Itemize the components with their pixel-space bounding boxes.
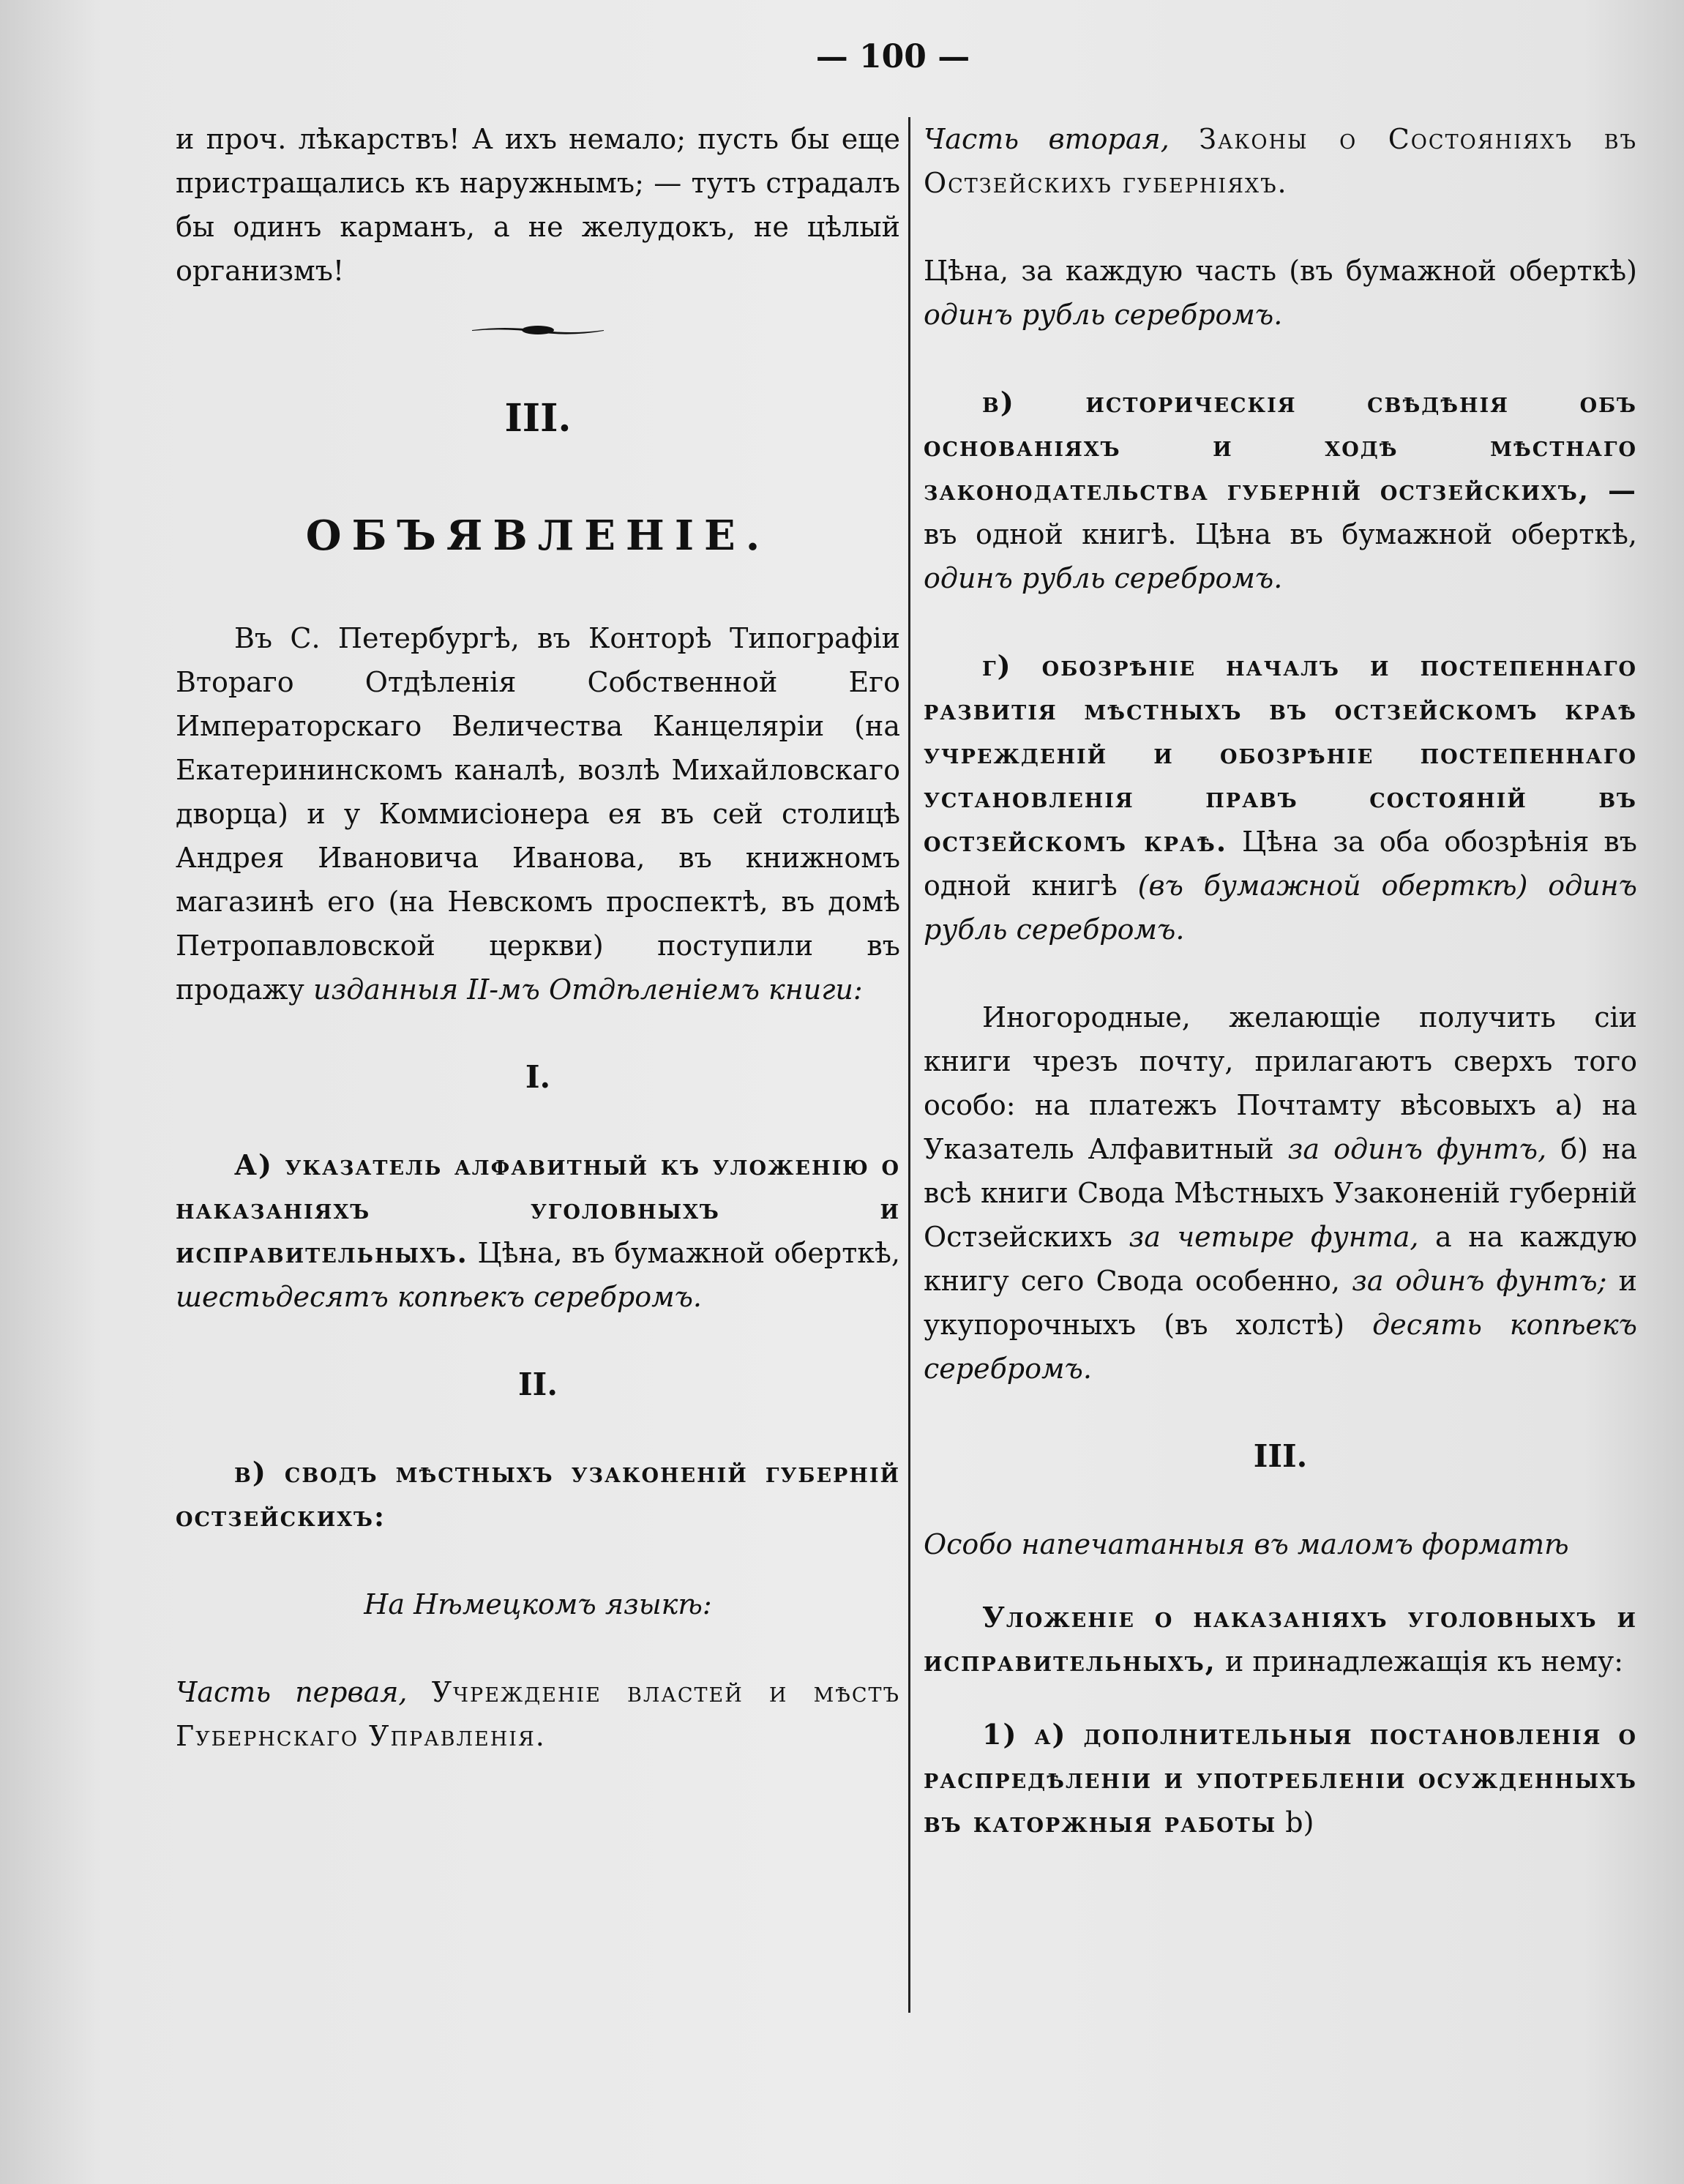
- item-b-title: в) сводъ мѣстныхъ узаконеній губерній остзейскихъ:: [176, 1456, 900, 1533]
- item-g-price: (въ бумажной оберткѣ) одинъ рубль серебромъ.: [924, 870, 1637, 946]
- item-1-title: 1) а) дополнительныя постановленія о распредѣленіи и употребленіи осужденныхъ въ каторжныя работы: [924, 1718, 1637, 1839]
- price-per-part-text: Цѣна, за каждую часть (въ бумажной оберткѣ): [924, 255, 1637, 287]
- item-g: [924, 644, 1637, 951]
- ulozhenie-title: Уложеніе о наказаніяхъ уголовныхъ и исправительныхъ,: [924, 1601, 1637, 1678]
- item-a: [176, 1143, 900, 1319]
- postal-text-2: б) на всѣ книги Свода Мѣстныхъ Узаконеній губерній Остзейскихъ: [924, 1133, 1638, 1253]
- item-v-price: одинъ рубль серебромъ.: [924, 562, 1283, 594]
- german-language-heading: [176, 1582, 900, 1626]
- page-number: — 100 —: [815, 38, 970, 75]
- announcement-heading: ОБЪЯВЛЕНІЕ.: [305, 512, 771, 560]
- postal-italic-2: за четыре фунта,: [1129, 1221, 1419, 1253]
- postal-text-1: Иногородные, желающіе получить сіи книги чрезъ почту, прилагаютъ сверхъ того особо: на платежъ Почтамту вѣсовыхъ а) на Указатель Алфавитный: [924, 1001, 1637, 1165]
- part-two-label: Часть вторая,: [924, 123, 1170, 155]
- ulozhenie-paragraph: [924, 1596, 1637, 1683]
- part-two-title: Законы о Состояніяхъ въ Остзейскихъ губерніяхъ.: [924, 123, 1637, 199]
- price-per-part-amount: одинъ рубль серебромъ.: [924, 299, 1283, 331]
- postal-italic-3: за одинъ фунтъ;: [1352, 1265, 1607, 1297]
- postal-text-4: и укупорочныхъ (въ холстѣ): [924, 1265, 1637, 1341]
- ulozhenie-text: и принадлежащія къ нему:: [1225, 1645, 1624, 1678]
- part-two: [924, 117, 1637, 205]
- postal-italic-1: за одинъ фунтъ,: [1287, 1133, 1547, 1165]
- postal-paragraph: [924, 995, 1637, 1391]
- item-a-title: А) указатель алфавитный къ уложенію о наказаніяхъ уголовныхъ и исправительныхъ.: [176, 1148, 900, 1269]
- part-one: [176, 1670, 900, 1758]
- part-one-title: Учрежденіе властей и мѣстъ Губернскаго Управленія.: [176, 1676, 900, 1752]
- part-one-label: Часть первая,: [176, 1676, 408, 1708]
- item-v: [924, 381, 1637, 600]
- item-b: [176, 1451, 900, 1538]
- item-g-text: Цѣна за оба обозрѣнія въ одной книгѣ: [924, 826, 1637, 902]
- section-number: III.: [504, 396, 572, 441]
- german-language-label: На Нѣмецкомъ языкѣ:: [364, 1588, 712, 1620]
- item-1-text: b): [1285, 1806, 1314, 1839]
- item-number-III: III.: [1253, 1438, 1308, 1474]
- item-a-price: шестьдесятъ копѣекъ серебромъ.: [176, 1281, 702, 1313]
- item-a-text: Цѣна, въ бумажной оберткѣ,: [477, 1237, 900, 1269]
- item-number-I: I.: [525, 1059, 551, 1095]
- announcement-text-italic: изданныя II-мъ Отдѣленіемъ книги:: [313, 973, 863, 1006]
- item-v-title: в) историческія свѣдѣнія объ основаніяхъ и ходѣ мѣстнаго законодательства губерній остзейскихъ, —: [924, 386, 1637, 506]
- ornament-rule-icon: [472, 322, 604, 338]
- small-format-label: Особо напечатанныя въ маломъ форматѣ: [924, 1528, 1569, 1560]
- right-column: [924, 117, 1637, 2140]
- price-per-part: [924, 249, 1637, 337]
- small-format-heading: [924, 1522, 1637, 1566]
- item-number-II: II.: [518, 1366, 558, 1402]
- left-column: [176, 117, 900, 2140]
- item-1: [924, 1713, 1637, 1844]
- item-g-title: г) обозрѣніе началъ и постепеннаго развитія мѣстныхъ въ остзейскомъ краѣ учрежденій и обозрѣніе постепеннаго установленія правъ состояній въ остзейскомъ краѣ.: [924, 649, 1637, 858]
- postal-italic-4: десять копѣекъ серебромъ.: [924, 1309, 1637, 1385]
- announcement-paragraph: [176, 616, 900, 1011]
- announcement-text: Въ С. Петербургѣ, въ Конторѣ Типографіи Втораго Отдѣленія Собственной Его Императорскаго Величества Канцеляріи (на Екатерининскомъ каналѣ, возлѣ Михайловскаго дворца) и у Коммисіонера ея въ сей столицѣ Андрея Ивановича Иванова, въ книжномъ магазинѣ его (на Невскомъ проспектѣ, въ домѣ Петропавловской церкви) поступили въ продажу: [176, 622, 900, 1006]
- postal-text-3: а на каждую книгу сего Свода особенно,: [924, 1221, 1637, 1297]
- column-divider: [908, 117, 910, 2013]
- item-v-text: въ одной книгѣ. Цѣна въ бумажной оберткѣ,: [924, 518, 1637, 550]
- left-paragraph-1: и проч. лѣкарствъ! А ихъ немало; пусть бы еще пристращались къ наружнымъ; — тутъ страдалъ бы одинъ карманъ, а не желудокъ, не цѣлый организмъ!: [176, 123, 900, 287]
